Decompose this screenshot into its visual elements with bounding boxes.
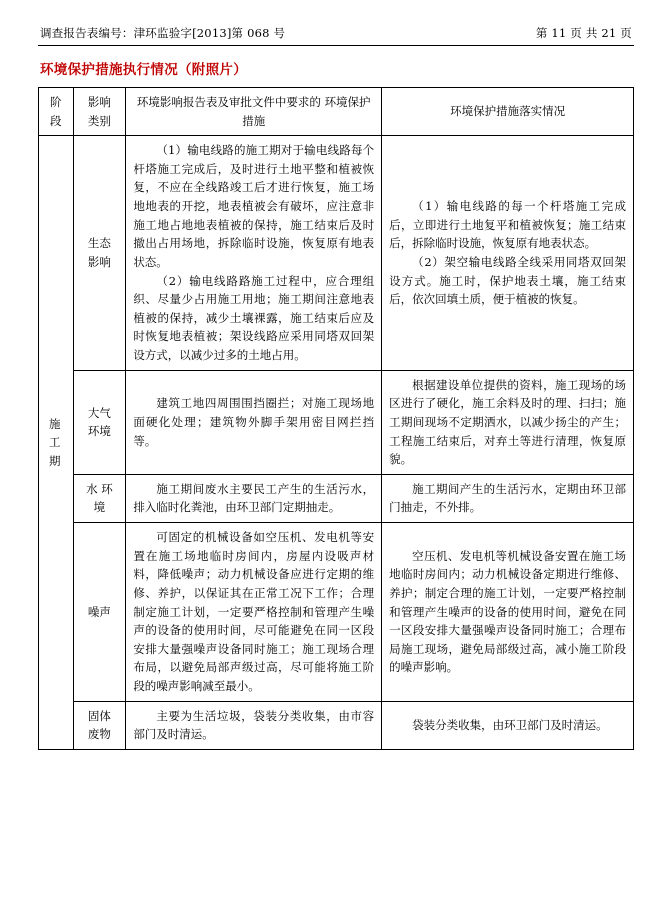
type-line2: 废物 (87, 727, 111, 742)
implementation-paragraph: 空压机、发电机等机械设备安置在施工场地临时房间内；动力机械设备定期进行维修、养护；制定合理的施工计划，一定要严格控制和管理产生噪声的设备的使用时间，避免在同一区段安排大量强噪声设备同时施工；合理布局施工现场，避免局部级过高，减小施工阶段的噪声影响。 (389, 548, 626, 675)
header-requirement-line2: 环境保护措施 (242, 94, 371, 128)
stage-cell (39, 136, 74, 750)
table-row (39, 523, 634, 702)
page-title: 环境保护措施执行情况（附照片） (40, 61, 247, 78)
implementation-paragraph: （1）输电线路的每一个杆塔施工完成后，立即进行土地复平和植被恢复；施工结束后，拆除临时设施，恢复原有地表状态。 (389, 199, 626, 251)
requirement-paragraph: （2）输电线路路施工过程中，应合理组织、尽量少占用施工用地；施工期间注意地表植被的保持，减少土壤裸露，施工结束后应及时恢复地表植被；架设线路应采用同塔双回架设方式，以减少过多的土地占用。 (133, 273, 375, 363)
requirement-paragraph: 施工期间废水主要民工产生的生活污水，排入临时化粪池，由环卫部门定期抽走。 (133, 481, 375, 515)
implementation-paragraph: 根据建设单位提供的资料，施工现场的场区进行了硬化，施工余料及时的理、扫扫；施工期间现场不定期洒水，以减少扬尘的产生；工程施工结束后，对弃土等进行清理，恢复原貌。 (389, 377, 626, 467)
header-implementation: 环境保护措施落实情况 (382, 87, 634, 135)
requirement-paragraph: （1）输电线路的施工期对于输电线路每个杆塔施工完成后，及时进行土地平整和植被恢复，不应在全线路竣工后才进行恢复，施工场地地表的开挖，地表植被会有破坏，应注意非施工地占地地表植被的保持，施工结束后及时撤出占用场地，拆除临时设施，恢复原有地表状态。 (133, 143, 375, 269)
implementation-paragraph: 袋装分类收集，由环卫部门及时清运。 (412, 718, 608, 732)
type-line2: 环境 (93, 481, 113, 515)
report-number: 调查报告表编号：津环监验字[2013]第 068 号 (40, 26, 286, 40)
implementation-cell (382, 370, 634, 474)
header-type (73, 87, 126, 135)
requirement-paragraph: 主要为生活垃圾，袋装分类收集，由市容部门及时清运。 (133, 708, 375, 742)
implementation-cell (382, 701, 634, 749)
type-line1: 水 (86, 481, 98, 496)
requirement-paragraph: 建筑工地四周围围挡圈拦；对施工现场地面硬化处理；建筑物外脚手架用密目网拦挡等。 (133, 396, 375, 448)
requirement-cell (126, 370, 382, 474)
header-stage: 阶段 (39, 87, 74, 135)
page-number: 第 11 页 共 21 页 (535, 26, 632, 40)
type-cell (73, 474, 126, 522)
stage-char-3: 期 (49, 453, 63, 468)
type-line1: 噪声 (87, 604, 111, 619)
type-cell (73, 136, 126, 371)
requirement-cell (126, 136, 382, 371)
requirement-paragraph: 可固定的机械设备如空压机、发电机等安置在施工场地临时房间内，房屋内设吸声材料，降低噪声；动力机械设备应进行定期的维修、养护，以保证其在正常工况下工作；合理制定施工计划，一定要严格控制和管理产生噪声的设备的使用时间，尽可能避免在同一区段安排大量强噪声设备同时施工；施工现场合理布局，以避免局部声级过高，尽可能将施工阶段的噪声影响减至最小。 (133, 530, 375, 694)
table-row (39, 474, 634, 522)
page-header (38, 26, 634, 46)
implementation-cell (382, 523, 634, 702)
requirement-cell (126, 701, 382, 749)
type-cell (73, 701, 126, 749)
table-row (39, 136, 634, 371)
table-row (39, 370, 634, 474)
type-cell (73, 370, 126, 474)
type-line1: 大气 (87, 405, 111, 420)
table-row (39, 701, 634, 749)
requirement-cell (126, 474, 382, 522)
environmental-measures-table (38, 87, 634, 750)
requirement-cell (126, 523, 382, 702)
table-header-row (39, 87, 634, 135)
header-type-line1: 影响 (87, 94, 111, 109)
implementation-cell (382, 474, 634, 522)
header-requirement (126, 87, 382, 135)
type-line1: 固体 (87, 708, 111, 723)
header-type-line2: 类别 (87, 113, 111, 128)
implementation-paragraph: （2）架空输电线路全线采用同塔双回架设方式。施工时，保护地表土壤，施工结束后，依次回填土质，便于植被的恢复。 (389, 254, 626, 307)
header-requirement-line1: 环境影响报告表及审批文件中要求的 (136, 94, 321, 109)
implementation-paragraph: 施工期间产生的生活污水，定期由环卫部门抽走，不外排。 (389, 481, 626, 515)
type-line2: 环境 (87, 424, 111, 439)
stage-char-2: 工 (49, 435, 63, 450)
implementation-cell (382, 136, 634, 371)
type-line2: 影响 (87, 254, 111, 269)
type-cell (73, 523, 126, 702)
stage-char-1: 施 (49, 416, 63, 431)
type-line1: 生态 (87, 236, 111, 251)
